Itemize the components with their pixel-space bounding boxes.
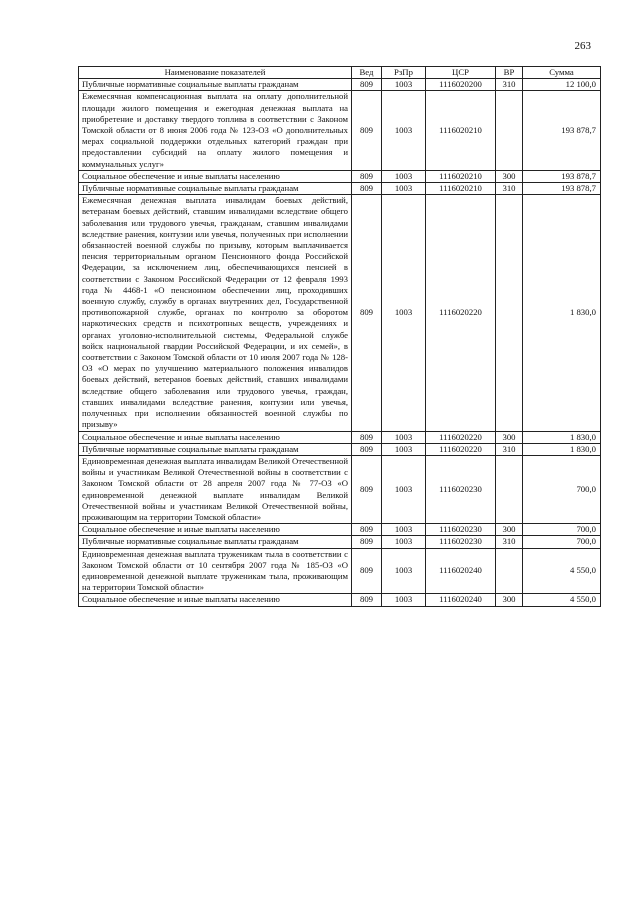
cell-name: Публичные нормативные социальные выплаты гражданам (79, 443, 352, 455)
cell-sum: 193 878,7 (523, 183, 601, 195)
cell-rzpr: 1003 (382, 431, 426, 443)
cell-csr: 1116020230 (426, 536, 496, 548)
cell-name: Ежемесячная компенсационная выплата на оплату дополнительной площади жилого помещения и ежегодная денежная выплата на приобретение и доставку твердого топлива в соответствии с Законом Томской области от 8 июня 2006 года № 123-ОЗ «О дополнительных мерах социальной поддержки отдельных категорий граждан при предоставлении субсидий на оплату жилого помещения и коммунальных услуг» (79, 91, 352, 170)
cell-rzpr: 1003 (382, 443, 426, 455)
cell-sum: 12 100,0 (523, 79, 601, 91)
cell-vr: 300 (496, 594, 523, 606)
table-header-row (79, 67, 601, 79)
page-number: 263 (574, 40, 591, 52)
cell-vr: 310 (496, 183, 523, 195)
header-rzpr: РзПр (382, 67, 426, 79)
table-row (79, 536, 601, 548)
cell-sum: 193 878,7 (523, 170, 601, 182)
cell-ved: 809 (352, 594, 382, 606)
cell-name: Социальное обеспечение и иные выплаты населению (79, 594, 352, 606)
table-row (79, 431, 601, 443)
header-vr: ВР (496, 67, 523, 79)
cell-vr (496, 548, 523, 594)
cell-name: Социальное обеспечение и иные выплаты населению (79, 431, 352, 443)
cell-ved: 809 (352, 195, 382, 431)
cell-name: Единовременная денежная выплата труженикам тыла в соответствии с Законом Томской области от 10 сентября 2007 года № 185-ОЗ «О единовременной денежной выплате труженикам тыла, проживающим на территории Томской области» (79, 548, 352, 594)
table-row (79, 195, 601, 431)
cell-sum: 1 830,0 (523, 195, 601, 431)
header-ved: Вед (352, 67, 382, 79)
cell-name: Ежемесячная денежная выплата инвалидам боевых действий, ветеранам боевых действий, ставшим инвалидами вследствие общего заболевания или трудового увечья, гражданам, ставшим инвалидами вследствие ранения, контузии или увечья, полученных при исполнении обязанностей военной службы по призыву, которым выплачивается пенсия территориальным органом Пенсионного фонда Российской Федерации, за исключением лиц, обеспечивающихся пенсией в соответствии с Законом Российской Федерации от 12 февраля 1993 года № 4468-1 «О пенсионном обеспечении лиц, проходивших военную службу, службу в органах внутренних дел, Государственной противопожарной службе, органах по контролю за оборотом наркотических средств и психотропных веществ, учреждениях и органах уголовно-исполнительной системы, Федеральной службе войск национальной гвардии Российской Федерации, и их семей», в соответствии с Законом Томской области от 10 июля 2007 года № 128-ОЗ «О мерах по улучшению материального положения инвалидов боевых действий, ветеранов боевых действий, ставших инвалидами вследствие общего заболевания или трудового увечья, граждан, ставших инвалидами вследствие ранения, контузии или увечья, полученных при исполнении обязанностей военной службы по призыву» (79, 195, 352, 431)
budget-table (78, 66, 601, 607)
cell-name: Публичные нормативные социальные выплаты гражданам (79, 536, 352, 548)
cell-ved: 809 (352, 183, 382, 195)
cell-ved: 809 (352, 79, 382, 91)
cell-rzpr: 1003 (382, 170, 426, 182)
cell-sum: 1 830,0 (523, 431, 601, 443)
cell-rzpr: 1003 (382, 524, 426, 536)
cell-vr (496, 91, 523, 170)
cell-rzpr: 1003 (382, 91, 426, 170)
table-row (79, 443, 601, 455)
cell-vr: 300 (496, 431, 523, 443)
cell-vr: 310 (496, 536, 523, 548)
table-row (79, 79, 601, 91)
cell-csr: 1116020220 (426, 195, 496, 431)
header-sum: Сумма (523, 67, 601, 79)
cell-vr: 300 (496, 170, 523, 182)
table-row (79, 548, 601, 594)
cell-ved: 809 (352, 524, 382, 536)
cell-csr: 1116020210 (426, 183, 496, 195)
cell-csr: 1116020240 (426, 548, 496, 594)
cell-csr: 1116020230 (426, 455, 496, 523)
cell-rzpr: 1003 (382, 183, 426, 195)
cell-vr: 310 (496, 443, 523, 455)
table-row (79, 455, 601, 523)
cell-sum: 1 830,0 (523, 443, 601, 455)
cell-rzpr: 1003 (382, 79, 426, 91)
cell-ved: 809 (352, 91, 382, 170)
cell-name: Социальное обеспечение и иные выплаты населению (79, 524, 352, 536)
cell-name: Социальное обеспечение и иные выплаты населению (79, 170, 352, 182)
cell-ved: 809 (352, 536, 382, 548)
table-row (79, 524, 601, 536)
cell-rzpr: 1003 (382, 548, 426, 594)
cell-rzpr: 1003 (382, 536, 426, 548)
cell-sum: 193 878,7 (523, 91, 601, 170)
table-row (79, 594, 601, 606)
cell-name: Публичные нормативные социальные выплаты гражданам (79, 79, 352, 91)
cell-csr: 1116020210 (426, 91, 496, 170)
cell-rzpr: 1003 (382, 195, 426, 431)
cell-name: Публичные нормативные социальные выплаты гражданам (79, 183, 352, 195)
cell-sum: 700,0 (523, 455, 601, 523)
cell-name: Единовременная денежная выплата инвалидам Великой Отечественной войны и участникам Великой Отечественной войны в соответствии с Законом Томской области от 28 апреля 2007 года № 77-ОЗ «О единовременной денежной выплате инвалидам Великой Отечественной войны и участникам Великой Отечественной войны, проживающим на территории Томской области» (79, 455, 352, 523)
header-name: Наименование показателей (79, 67, 352, 79)
cell-csr: 1116020210 (426, 170, 496, 182)
table-row (79, 183, 601, 195)
cell-ved: 809 (352, 443, 382, 455)
cell-vr (496, 195, 523, 431)
cell-vr: 300 (496, 524, 523, 536)
cell-sum: 4 550,0 (523, 594, 601, 606)
cell-vr (496, 455, 523, 523)
cell-csr: 1116020220 (426, 431, 496, 443)
header-csr: ЦСР (426, 67, 496, 79)
cell-ved: 809 (352, 431, 382, 443)
table-row (79, 91, 601, 170)
cell-csr: 1116020230 (426, 524, 496, 536)
cell-sum: 700,0 (523, 524, 601, 536)
cell-ved: 809 (352, 548, 382, 594)
cell-csr: 1116020220 (426, 443, 496, 455)
table-row (79, 170, 601, 182)
cell-sum: 4 550,0 (523, 548, 601, 594)
cell-rzpr: 1003 (382, 594, 426, 606)
cell-ved: 809 (352, 170, 382, 182)
cell-sum: 700,0 (523, 536, 601, 548)
cell-csr: 1116020200 (426, 79, 496, 91)
cell-ved: 809 (352, 455, 382, 523)
cell-rzpr: 1003 (382, 455, 426, 523)
cell-csr: 1116020240 (426, 594, 496, 606)
cell-vr: 310 (496, 79, 523, 91)
